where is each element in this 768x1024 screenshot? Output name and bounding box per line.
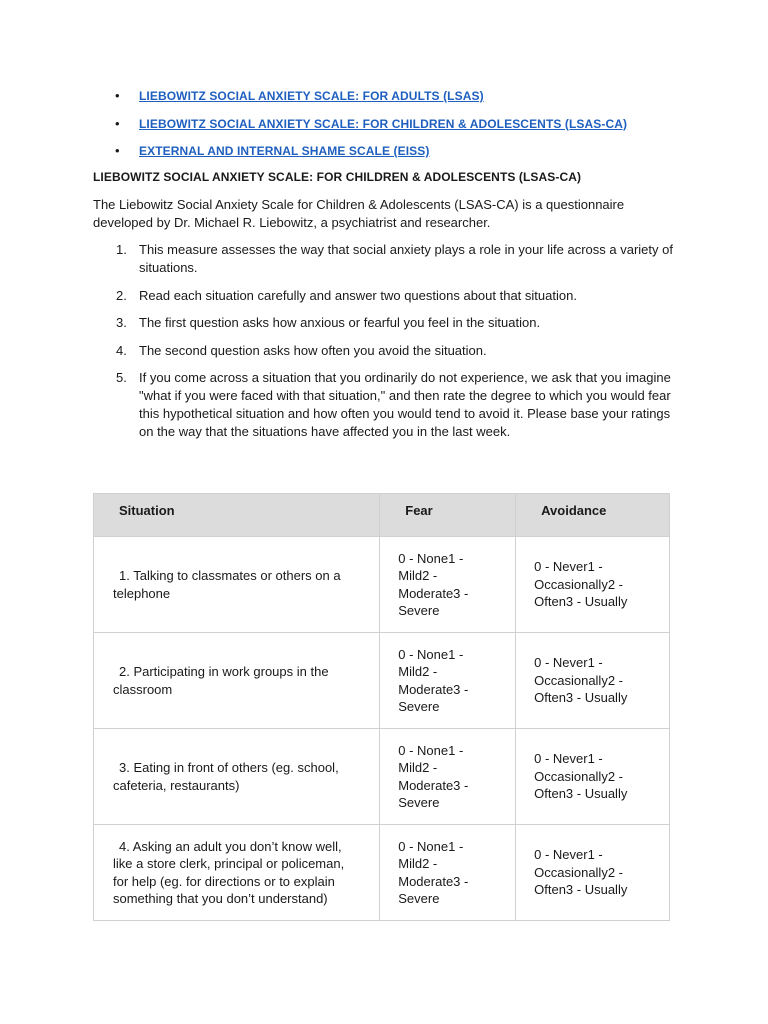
table-row bbox=[94, 633, 670, 729]
bullet: • bbox=[115, 115, 120, 131]
instruction-number: 1. bbox=[116, 242, 127, 257]
instruction-item bbox=[93, 369, 678, 441]
header-avoidance: Avoidance bbox=[516, 494, 670, 537]
instruction-text: The first question asks how anxious or fearful you feel in the situation. bbox=[139, 315, 541, 330]
instruction-number: 5. bbox=[116, 370, 127, 385]
fear-options-cell: 0 - None1 - Mild2 - Moderate3 - Severe bbox=[380, 729, 516, 825]
list-item bbox=[113, 116, 627, 144]
avoidance-options-cell: 0 - Never1 - Occasionally2 - Often3 - Usually bbox=[516, 537, 670, 633]
situation-cell bbox=[94, 825, 380, 921]
fear-options-cell: 0 - None1 - Mild2 - Moderate3 - Severe bbox=[380, 537, 516, 633]
instruction-item bbox=[93, 314, 678, 332]
link-lsas-adults[interactable]: LIEBOWITZ SOCIAL ANXIETY SCALE: FOR ADULTS (LSAS) bbox=[139, 89, 484, 103]
situation-text: 2. Participating in work groups in the classroom bbox=[113, 664, 329, 697]
situation-cell bbox=[94, 633, 380, 729]
instructions-list bbox=[93, 241, 678, 451]
section-heading: LIEBOWITZ SOCIAL ANXIETY SCALE: FOR CHILDREN & ADOLESCENTS (LSAS-CA) bbox=[93, 170, 582, 184]
bullet: • bbox=[115, 88, 120, 103]
avoidance-options-cell: 0 - Never1 - Occasionally2 - Often3 - Usually bbox=[516, 825, 670, 921]
table-row bbox=[94, 825, 670, 921]
fear-options-cell: 0 - None1 - Mild2 - Moderate3 - Severe bbox=[380, 825, 516, 921]
instruction-number: 3. bbox=[116, 315, 127, 330]
instruction-item bbox=[93, 287, 678, 305]
related-scales-list bbox=[113, 88, 627, 171]
link-lsas-ca[interactable]: LIEBOWITZ SOCIAL ANXIETY SCALE: FOR CHILDREN & ADOLESCENTS (LSAS-CA) bbox=[139, 116, 628, 131]
avoidance-options-cell: 0 - Never1 - Occasionally2 - Often3 - Usually bbox=[516, 633, 670, 729]
link-eiss[interactable]: EXTERNAL AND INTERNAL SHAME SCALE (EISS) bbox=[139, 144, 430, 158]
avoidance-options-cell: 0 - Never1 - Occasionally2 - Often3 - Usually bbox=[516, 729, 670, 825]
instruction-text: This measure assesses the way that social anxiety plays a role in your life across a variety of situations. bbox=[139, 242, 673, 275]
instruction-text: Read each situation carefully and answer two questions about that situation. bbox=[139, 287, 577, 303]
header-fear: Fear bbox=[380, 494, 516, 537]
list-item bbox=[113, 143, 627, 171]
table-row bbox=[94, 537, 670, 633]
instruction-text: The second question asks how often you avoid the situation. bbox=[139, 342, 487, 358]
situation-cell bbox=[94, 537, 380, 633]
intro-paragraph: The Liebowitz Social Anxiety Scale for Children & Adolescents (LSAS-CA) is a questionnaire developed by Dr. Michael R. Liebowitz, a psychiatrist and researcher. bbox=[93, 197, 625, 230]
instruction-text: If you come across a situation that you ordinarily do not experience, we ask that you imagine "what if you were faced with that situation," and then rate the degree to which you would fear this hypothetical situation and how often you would tend to avoid it. Please base your ratings on the way that the situations have affected you in the last week. bbox=[139, 370, 671, 439]
situation-text: 4. Asking an adult you don’t know well, like a store clerk, principal or policeman, for help (eg. for directions or to explain something that you don’t understand) bbox=[113, 838, 345, 906]
instruction-number: 4. bbox=[116, 342, 127, 358]
table-row bbox=[94, 729, 670, 825]
header-situation: Situation bbox=[94, 494, 380, 537]
fear-options-cell: 0 - None1 - Mild2 - Moderate3 - Severe bbox=[380, 633, 516, 729]
situation-text: 1. Talking to classmates or others on a telephone bbox=[113, 568, 341, 601]
situation-text: 3. Eating in front of others (eg. school, cafeteria, restaurants) bbox=[113, 760, 339, 793]
situation-cell bbox=[94, 729, 380, 825]
list-item bbox=[113, 88, 627, 116]
lsas-ca-table bbox=[93, 493, 670, 921]
instruction-item bbox=[93, 241, 678, 277]
instruction-item bbox=[93, 342, 678, 360]
table-header-row bbox=[94, 494, 670, 537]
bullet: • bbox=[115, 143, 120, 158]
instruction-number: 2. bbox=[116, 287, 127, 303]
